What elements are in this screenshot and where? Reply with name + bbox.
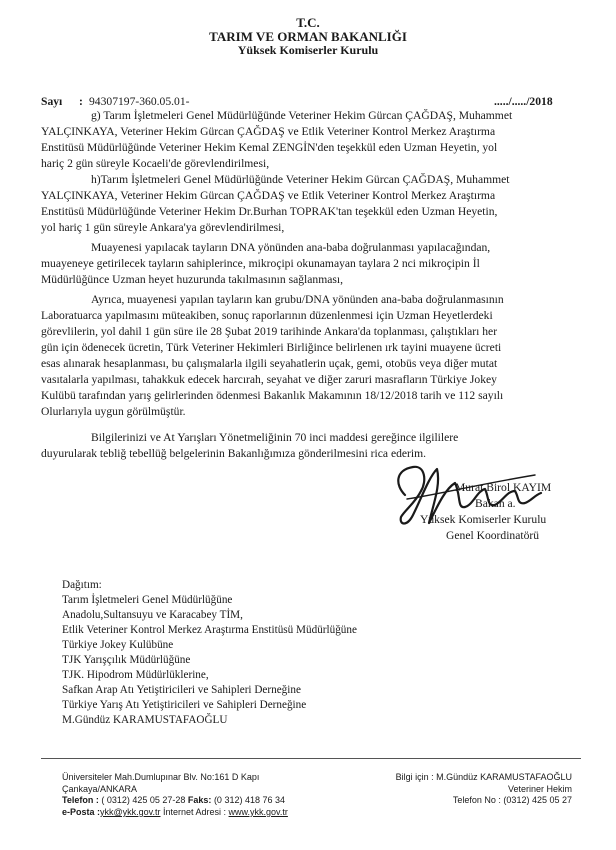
body-line: duyurularak tebliğ tebellüğ belgelerinin Bakanlığımıza gönderilmesini rica ederim. — [41, 447, 427, 460]
distribution-item: TJK Yarışçılık Müdürlüğüne — [62, 654, 191, 666]
body-line: Enstitüsü Müdürlüğünde Veteriner Hekim Kemal ZENGİN'den teşekkül eden Uzman Heyetin, yol — [41, 141, 498, 154]
header-board: Yüksek Komiserler Kurulu — [237, 43, 379, 57]
email-link[interactable]: ykk@ykk.gov.tr — [100, 806, 161, 817]
website-link[interactable]: www.ykk.gov.tr — [228, 806, 288, 817]
phone-label: Telefon : — [62, 795, 99, 806]
sayi-label: Sayı — [41, 95, 63, 108]
body-line: vasıtalarla yapılması, tahakkuk edecek harcırah, seyahat ve diğer zaruri masrafların Türkiye Jokey — [41, 373, 497, 386]
phone-number: ( 0312) 425 05 27-28 — [98, 795, 188, 806]
fax-number: (0 312) 418 76 34 — [211, 795, 285, 806]
body-line: Bilgilerinizi ve At Yarışları Yönetmeliğinin 70 inci maddesi gereğince ilgililere — [91, 431, 459, 444]
body-line: yol hariç 1 gün süreyle Ankara'ya görevlendirilmesi, — [41, 221, 285, 234]
distribution-item: Türkiye Yarış Atı Yetiştiricileri ve Sahipleri Derneğine — [62, 699, 307, 711]
footer-city: Çankaya/ANKARA — [62, 783, 138, 794]
body-line: Olurlarıyla uygun görülmüştür. — [41, 405, 186, 418]
distribution-title: Dağıtım: — [62, 579, 102, 591]
body-line: Kulübü tarafından yarış gelirlerinden ödenmesi Bakanlık Makamının 18/12/2018 tarih ve 112 sayılı — [41, 389, 504, 402]
body-line: hariç 2 gün süreyle Kocaeli'de görevlendirilmesi, — [41, 157, 270, 170]
info-contact: Bilgi için : M.Gündüz KARAMUSTAFAOĞLU — [395, 772, 572, 782]
signer-board: Yüksek Komiserler Kurulu — [420, 513, 547, 526]
distribution-item: Safkan Arap Atı Yetiştiricileri ve Sahipleri Derneğine — [62, 684, 301, 696]
body-line: h)Tarım İşletmeleri Genel Müdürlüğünde Veteriner Hekim Gürcan ÇAĞDAŞ, Muhammet — [91, 173, 510, 186]
body-line: Enstitüsü Müdürlüğünde Veteriner Hekim Dr.Burhan TOPRAK'tan teşekkül eden Uzman Heyetin, — [41, 205, 498, 218]
signer-title: Genel Koordinatörü — [446, 529, 540, 542]
body-line: gün için ödenecek ücretin, Türk Veteriner Hekimleri Birliğince belirlenen ırk tayini muayene ücreti — [41, 341, 502, 354]
distribution-item: M.Gündüz KARAMUSTAFAOĞLU — [62, 714, 228, 726]
info-role: Veteriner Hekim — [507, 783, 572, 794]
info-phone: Telefon No : (0312) 425 05 27 — [452, 795, 572, 806]
fax-label: Faks: — [187, 795, 212, 806]
body-line: YALÇINKAYA, Veteriner Hekim Gürcan ÇAĞDAŞ ve Etlik Veteriner Kontrol Merkez Araştırma — [41, 189, 496, 202]
header-ministry: TARIM VE ORMAN BAKANLIĞI — [209, 29, 407, 44]
email-label: e-Posta : — [62, 806, 101, 817]
distribution-item: Etlik Veteriner Kontrol Merkez Araştırma Enstitüsü Müdürlüğüne — [62, 624, 357, 636]
header-tc: T.C. — [296, 15, 320, 30]
body-line: Müdürlüğünce Uzman heyet huzurunda takılmasının sağlanması, — [41, 273, 344, 286]
body-line: Laboratuarca yapılmasını müteakiben, sonuç raporlarının düzenlenmesi için Uzman Heyetlerdeki — [41, 309, 493, 322]
distribution-list — [62, 578, 357, 728]
body-line: esas alınarak hesaplanması, bu çalışmalarla ilgili seyahatlerin uçak, gemi, otobüs veya diğer mutat — [41, 357, 498, 370]
footer-web-line — [62, 807, 288, 819]
distribution-item: TJK. Hipodrom Müdürlüklerine, — [62, 669, 209, 681]
body-line: g) Tarım İşletmeleri Genel Müdürlüğünde Veteriner Hekim Gürcan ÇAĞDAŞ, Muhammet — [91, 109, 513, 122]
document-date: ...../...../2018 — [494, 95, 553, 108]
sayi-number: 94307197-360.05.01- — [89, 95, 190, 108]
signer-name: Murat Birol KAYIM — [455, 481, 552, 494]
distribution-item: Anadolu,Sultansuyu ve Karacabey TİM, — [62, 609, 243, 621]
web-label: İnternet Adresi : — [160, 806, 229, 817]
distribution-item: Türkiye Jokey Kulübüne — [62, 639, 174, 651]
signer-role: Bakan a. — [475, 497, 516, 510]
footer-info — [392, 772, 572, 807]
footer-contact — [62, 772, 288, 818]
footer-address-line: Üniversiteler Mah.Dumlupınar Blv. No:161 D Kapı — [62, 772, 260, 782]
body-line: görevlilerin, yol dahil 1 gün süre ile 28 Şubat 2019 tarihinde Ankara'da toplanması, çalıştıkları her — [41, 325, 498, 338]
body-line: YALÇINKAYA, Veteriner Hekim Gürcan ÇAĞDAŞ ve Etlik Veteriner Kontrol Merkez Araştırma — [41, 125, 496, 138]
sayi-colon: : — [79, 95, 83, 108]
footer-phone-line — [62, 795, 288, 807]
body-line: Muayenesi yapılacak tayların DNA yönünden ana-baba doğrulanması yapılacağından, — [91, 241, 491, 254]
body-line: muayeneye getirilecek tayların sahiplerince, mikroçipi okunamayan taylara 2 nci mikroçipin İl — [41, 257, 480, 270]
body-line: Ayrıca, muayenesi yapılan tayların kan grubu/DNA yönünden ana-baba doğrulanmasının — [91, 293, 504, 306]
distribution-item: Tarım İşletmeleri Genel Müdürlüğüne — [62, 594, 233, 606]
footer-divider — [41, 758, 581, 759]
